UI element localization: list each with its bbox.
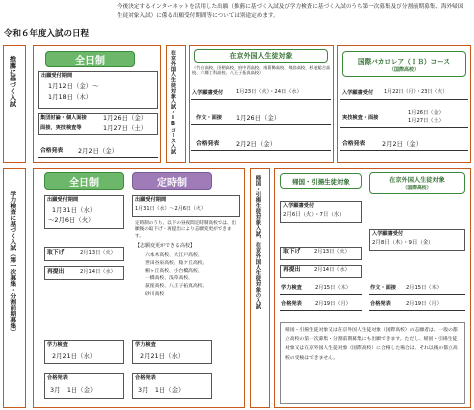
recommend-period-label: 出願受付期間 <box>41 73 73 79</box>
general-part-list-title: 【志願変更ができる高校】 <box>135 243 196 249</box>
returnee-apply-date: 2月6日（火）・7日（水） <box>283 212 345 218</box>
ib-exam-date2: 1月27日（土） <box>408 118 444 124</box>
general-resubmit-label: 再提出 <box>47 269 65 275</box>
abroad-upper-exam-label: 作文・面接 <box>196 115 222 121</box>
ib-exam-date1: 1月26日（金） <box>408 110 444 116</box>
abroad-upper-banner: 在京外国人生徒対象 <box>194 49 328 63</box>
general-full-exam-date: 2月21日（水） <box>52 352 97 360</box>
recommend-result-label: 合格発表 <box>40 148 64 154</box>
page-title: 令和６年度入試の日程 <box>4 29 90 39</box>
foreign-banner-sub: （国際高校） <box>402 186 432 191</box>
part-school: 六本木高校、大江戸高校、 <box>145 253 203 258</box>
returnee-exam-date: 2月15日（木） <box>315 285 351 291</box>
abroad-upper-exam-date: 1月26日（金） <box>236 114 281 122</box>
general-part-note: 定時制のうち、以下の昼夜間定時制高校では、出願後の取下げ・再提出により志願変更ができます。 <box>135 221 237 239</box>
ib-apply-date: 1月22日（月）・23日（火） <box>384 89 448 95</box>
recommend-label-box <box>3 45 26 163</box>
general-part-school-list <box>145 252 239 299</box>
general-full-period-start: 1月31日（水） <box>52 206 97 214</box>
general-part-banner: 定時制 <box>132 172 212 190</box>
general-full-period-label: 出願受付期間 <box>47 197 79 203</box>
foreign-result-date: 2月19日（月） <box>406 301 442 307</box>
general-part-period-label: 出願受付期間 <box>135 197 167 203</box>
abroad-upper-schools: （竹台高校、田柄高校、府中西高校、南葛飾高校、飛鳥高校、杉並総合高校、六郷工科高校、八王子拓真高校） <box>192 65 331 76</box>
general-full-exam-label: 学力検査 <box>47 342 68 348</box>
returnee-banner: 帰国・引揚生徒対象 <box>280 173 362 189</box>
recommend-interview-label: 集団討論・個人面接 <box>40 115 87 121</box>
returnee-result-label: 合格発表 <box>281 301 302 307</box>
foreign-apply-label: 入学願書受付 <box>372 231 404 237</box>
foreign-result-label: 合格発表 <box>370 301 391 307</box>
intro-note: 今後決定するインターネットを活用した出願（推薦に基づく入試及び学力検査に基づく入試のうち第一次募集及び分割前期募集、海外帰国生徒対象入試）に係る出願受付期間等については別途定めます。 <box>117 4 464 19</box>
general-full-result-date: 3月 1日（金） <box>50 386 97 394</box>
ib-banner: 国際バカロレア（ＩＢ）コース <box>358 57 450 66</box>
recommend-practical-label: 面接、実技検査等 <box>40 125 82 131</box>
general-full-result-label: 合格発表 <box>47 375 68 381</box>
ib-result-date: 2月2日（金） <box>382 140 423 148</box>
general-vlabel: 学力検査に基づく入試（第一次募集・分割前期募集） <box>8 191 15 335</box>
general-part-exam-date: 2月21日（水） <box>140 352 185 360</box>
foreign-exam-date: 2月15日（木） <box>406 285 442 291</box>
general-full-banner: 全日制 <box>44 172 124 190</box>
ib-result-label: 合格発表 <box>342 141 366 147</box>
general-full-period-end: ～2月6日（火） <box>48 216 95 224</box>
returnee-resubmit-label: 再提出 <box>283 267 301 273</box>
part-school: 荻窪高校、八王子拓真高校、 <box>145 284 208 290</box>
part-school: 砂川高校 <box>145 291 165 297</box>
ib-banner-sub: （国際高校） <box>388 66 419 73</box>
returnee-note: 帰国・引揚生徒対象又は在京外国人生徒対象（国際高校）の志願者は、一般の都立高校の第一次募集・分割前期募集にも出願できます。ただし、帰国・引揚生徒対象又は在京外国人生徒対象（国際高校）に合格した場合は、それ以後の都立高校の受検はできません。 <box>285 328 458 361</box>
abroad-ib-label-box <box>166 45 186 163</box>
foreign-banner-box <box>369 172 465 194</box>
returnee-withdraw-date: 2月13日（火） <box>314 249 350 255</box>
part-school: 世田谷泉高校、稔ケ丘高校、 <box>145 260 208 266</box>
recommend-interview-date: 1月26日（金） <box>103 114 148 122</box>
returnee-label-box <box>250 168 270 408</box>
general-part-result-label: 合格発表 <box>135 375 156 381</box>
recommend-banner: 全日制 <box>45 51 135 67</box>
part-school: 一橋高校、浅草高校、 <box>145 276 193 282</box>
recommend-period-start: 1月12日（金）～ <box>48 82 99 90</box>
ib-apply-label: 入学願書受付 <box>342 90 374 96</box>
returnee-withdraw-label: 取下げ <box>283 249 301 255</box>
general-withdraw-date: 2月13日（火） <box>80 250 116 256</box>
abroad-upper-apply-label: 入学願書受付 <box>192 90 224 96</box>
general-resubmit-date: 2月14日（水） <box>80 269 116 275</box>
returnee-vlabel: 帰国・引揚生徒対象入試、在京外国人生徒対象の入試 <box>254 175 261 310</box>
returnee-apply-label: 入学願書受付 <box>283 203 315 209</box>
foreign-banner: 在京外国人生徒対象 <box>389 177 445 184</box>
abroad-upper-result-label: 合格発表 <box>196 141 220 147</box>
general-part-result-date: 3月 1日（金） <box>138 386 185 394</box>
recommend-period-end: 1月18日（木） <box>48 93 93 101</box>
ib-banner-box <box>342 51 466 77</box>
recommend-practical-date: 1月27日（土） <box>103 124 148 132</box>
foreign-exam-label: 作文・面接 <box>370 285 396 291</box>
part-school: 桐ヶ丘高校、小台橋高校、 <box>145 268 203 274</box>
general-part-exam-label: 学力検査 <box>135 342 156 348</box>
ib-exam-label: 実技検査・面接 <box>342 115 379 121</box>
returnee-resubmit-date: 2月14日（水） <box>314 267 350 273</box>
recommend-result-date: 2月2日（金） <box>78 147 119 155</box>
abroad-ib-vlabel: 在京外国人生徒対象入試・IBコース入試 <box>170 50 176 155</box>
abroad-upper-result-date: 2月2日（金） <box>236 140 277 148</box>
general-part-period-date: 1月31日（水）～2月6日（火） <box>135 206 206 212</box>
returnee-exam-label: 学力検査 <box>281 285 302 291</box>
returnee-note-box <box>280 322 465 404</box>
general-withdraw-label: 取下げ <box>47 250 65 256</box>
recommend-vlabel: 推薦に基づく入試 <box>8 56 16 108</box>
general-label-box <box>3 168 26 408</box>
returnee-result-date: 2月19日（月） <box>315 301 351 307</box>
abroad-upper-apply-date: 1月23日（火）・24日（水） <box>236 89 302 95</box>
foreign-apply-date: 2月8日（木）・9日（金） <box>372 240 434 246</box>
